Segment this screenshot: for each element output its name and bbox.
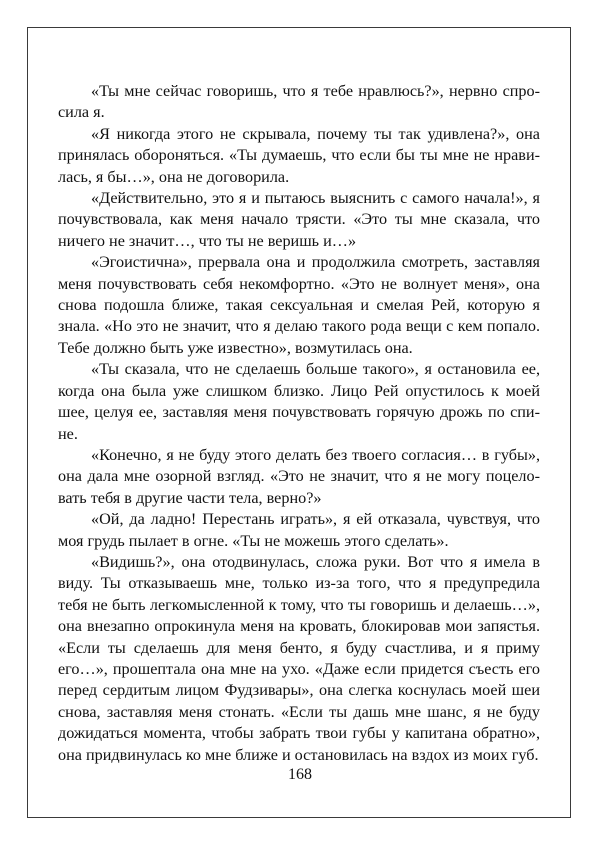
paragraph: «Я никогда этого не скрывала, почему ты так удивлена?», она принялась обороняться. «Ты думаешь, что если бы ты мне не нравилась, я бы…», она не договорила. — [58, 124, 540, 186]
paragraph: «Видишь?», она отодвинулась, сложа руки. Вот что я имела в виду. Ты отказываешь мне, только из-за того, что я предупредила тебя не быть легкомысленной к тому, что ты говоришь и делаешь…», она внезапно опрокинула меня на кровать, блокировав мои запястья. «Если ты сделаешь для меня бенто, я буду счастлива, и я приму его…», прошептала она мне на ухо. «Даже если придется съесть его перед сердитым лицом Фудзивары», она слегка коснулась моей шеи снова, заставляя меня стонать. «Если ты дашь мне шанс, я не буду дожидаться момента, чтобы забрать твои губы у капитана обратно», она придвинулась ко мне ближе и остановилась на вздох из моих губ. — [58, 552, 540, 764]
paragraph: «Действительно, это я и пытаюсь выяснить с самого начала!», я почувствовала, как меня начало трясти. «Это ты мне сказала, что ничего не значит…, что ты не веришь и…» — [58, 189, 540, 250]
paragraph: «Ты мне сейчас говоришь, что я тебе нравлюсь?», нервно спросила я. — [58, 82, 540, 122]
page-number: 168 — [288, 766, 312, 783]
paragraph: «Эгоистична», прервала она и продолжила смотреть, заставляя меня почувствовать себя некомфортно. «Это не волнует меня», она снова подошла ближе, такая сексуальная и смелая Рей, которую я знала. «Но это не значит, что я делаю такого рода вещи с кем попало. Тебе должно быть уже известно», возмутилась она. — [58, 253, 540, 357]
paragraph: «Ты сказала, что не сделаешь больше такого», я остановила ее, когда она была уже слишком близко. Лицо Рей опустилось к моей шее, целуя ее, заставляя меня почувствовать горячую дрожь по спине. — [58, 360, 540, 443]
paragraph: «Ой, да ладно! Перестань играть», я ей отказала, чувствуя, что моя грудь пылает в огне. «Ты не можешь этого сделать». — [58, 510, 540, 550]
body-text — [58, 81, 540, 766]
paragraph: «Конечно, я не буду этого делать без твоего согласия… в губы», она дала мне озорной взгляд. «Это не значит, что я не могу поцеловать тебя в другие части тела, верно?» — [58, 445, 540, 507]
